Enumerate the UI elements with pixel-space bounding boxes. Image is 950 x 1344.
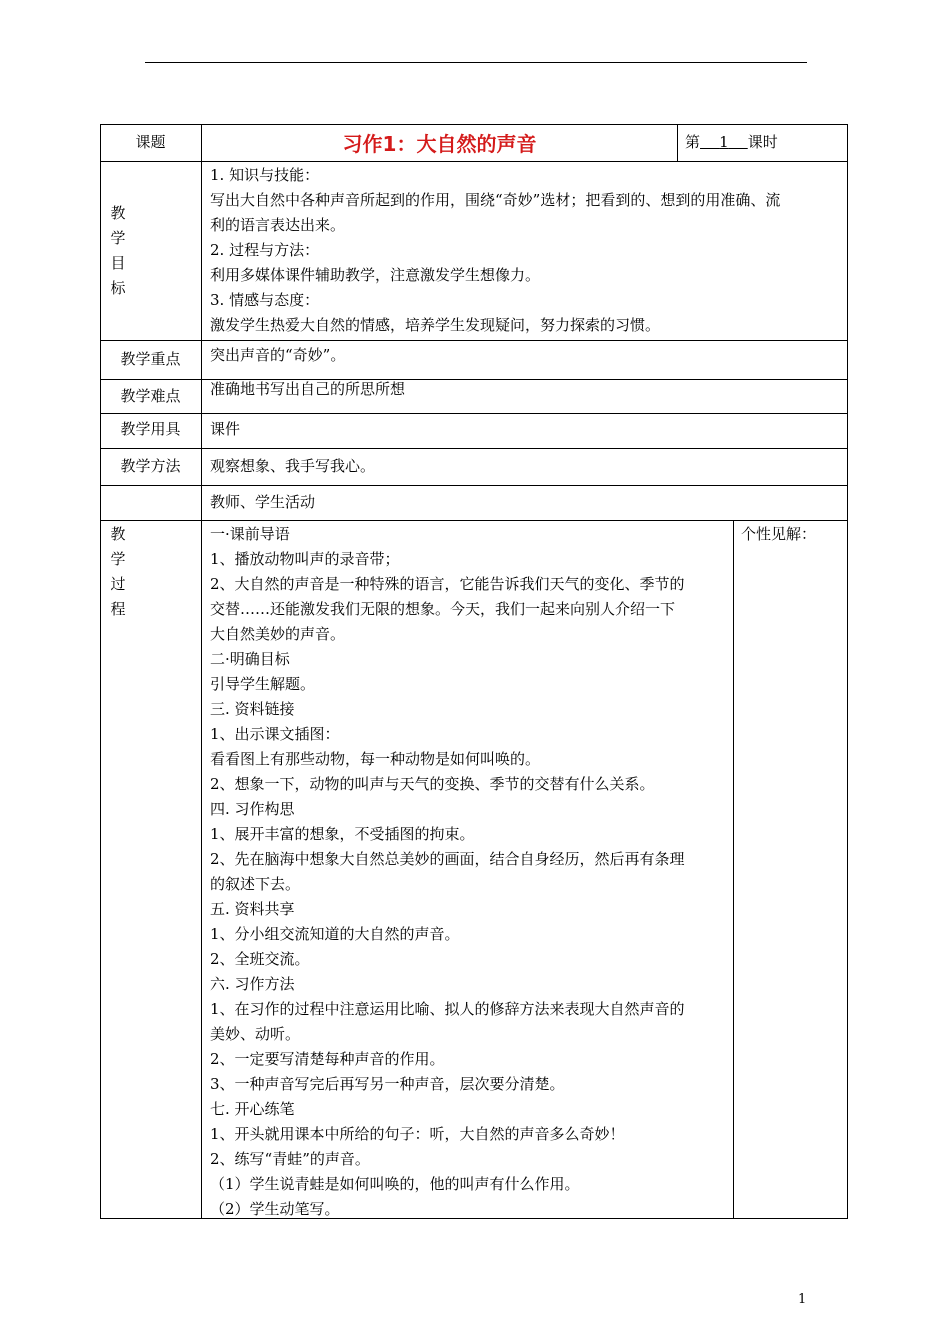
difficulty-value: 准确地书写出自己的所思所想 — [210, 380, 406, 398]
key-point-value: 突出声音的“奇妙”。 — [210, 346, 346, 364]
lesson-period — [685, 130, 778, 155]
activity-header: 教师、学生活动 — [210, 493, 316, 511]
process-text: 一·课前导语 1、播放动物叫声的录音带； 2、大自然的声音是一种特殊的语言，它能告诉我们天气的变化、季节的 交替……还能激发我们无限的想象。今天，我们一起来向别人介绍一下 大自然美妙的声音。 二·明确目标 引导学生解题。 三. 资料链接 1、出示课文插图： 看看图上有那些动物，每一种动物是如何叫唤的。 2、想象一下，动物的叫声与天气的变换、季节的交替有什么关系。 四. 习作构思 1、展开丰富的想象，不受插图的拘束。 2、先在脑海中想象大自然总美妙的画面，结合自身经历，然后再有条理 的叙述下去。 五. 资料共享 1、分小组交流知道的大自然的声音。 2、全班交流。 六. 习作方法 1、在习作的过程中注意运用比喻、拟人的修辞方法来表现大自然声音的 美妙、动听。 2、一定要写清楚每种声音的作用。 3、一种声音写完后再写另一种声音，层次要分清楚。 七. 开心练笔 1、开头就用课本中所给的句子：听，大自然的声音多么奇妙！ 2、练写“青蛙”的声音。 （1）学生说青蛙是如何叫唤的，他的叫声有什么作用。 （2）学生动笔写。 — [210, 525, 685, 1218]
objectives-label: 教 学 目 标 — [110, 204, 126, 297]
column-divider — [201, 124, 202, 1219]
row-divider — [100, 161, 848, 162]
header-rule — [145, 62, 807, 63]
lesson-title: 习作1：大自然的声音 — [342, 132, 537, 156]
period-number: 1 — [719, 133, 729, 151]
objectives-text: 1. 知识与技能： 写出大自然中各种声音所起到的作用，围绕“奇妙”选材；把看到的、想到的用准确、流 利的语言表达出来。 2. 过程与方法： 利用多媒体课件辅助教学，注意激发学生想像力。 3. 情感与态度： 激发学生热爱大自然的情感，培养学生发现疑问，努力探索的习惯。 — [210, 166, 781, 334]
method-value: 观察想象、我手写我心。 — [210, 457, 376, 475]
column-divider — [677, 124, 678, 162]
lesson-plan-table — [100, 124, 848, 1219]
tools-value: 课件 — [210, 420, 241, 438]
key-point-label: 教学重点 — [120, 350, 181, 368]
table-border-right — [847, 124, 848, 1219]
tools-label: 教学用具 — [120, 420, 181, 438]
insights-label: 个性见解： — [741, 525, 817, 543]
period-suffix: 课时 — [747, 133, 778, 151]
page-number: 1 — [798, 1292, 807, 1307]
method-label: 教学方法 — [120, 457, 181, 475]
table-border-top — [100, 124, 848, 125]
topic-label: 课题 — [135, 133, 166, 151]
row-divider — [100, 520, 848, 521]
difficulty-label: 教学难点 — [120, 387, 181, 405]
row-divider — [100, 413, 848, 414]
process-label: 教 学 过 程 — [110, 525, 126, 618]
row-divider — [100, 448, 848, 449]
column-divider — [733, 520, 734, 1219]
row-divider — [100, 485, 848, 486]
table-border-left — [100, 124, 101, 1219]
row-divider — [100, 340, 848, 341]
period-prefix: 第 — [685, 133, 701, 151]
